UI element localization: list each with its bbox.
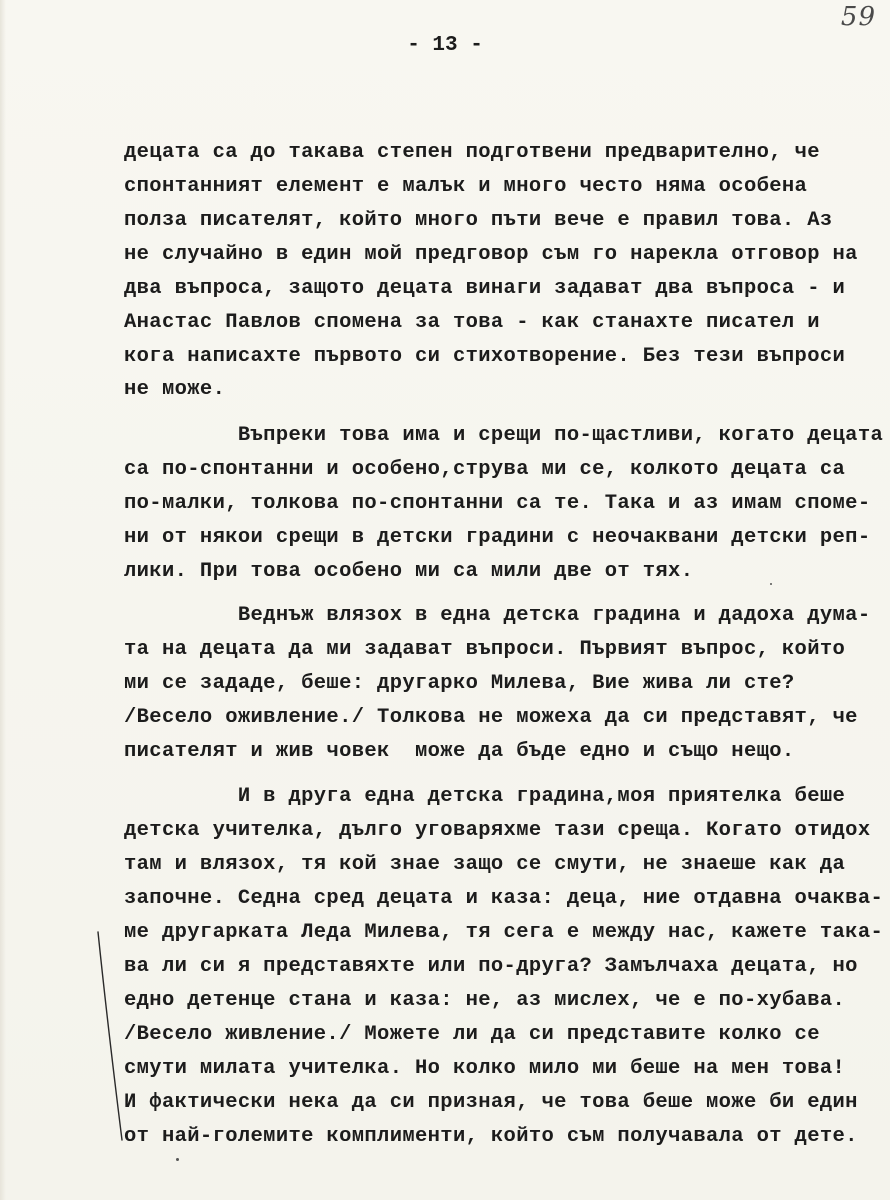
text-line: /Весело живление./ Можете ли да си представите колко се: [124, 1023, 820, 1046]
text-line: ва ли си я представяхте или по-друга? Замълчаха децата, но: [124, 955, 858, 978]
text-line: Въпреки това има и срещи по-щастливи, когато децата: [124, 424, 884, 447]
text-line: полза писателят, който много пъти вече е правил това. Аз: [124, 209, 833, 232]
text-line: ми се зададе, беше: другарко Милева, Вие жива ли сте?: [124, 672, 795, 695]
text-line: са по-спонтанни и особено,струва ми се, колкото децата са: [124, 458, 846, 481]
text-line: детска учителка, дълго уговаряхме тази среща. Когато отидох: [124, 819, 871, 842]
text-line: И фактически нека да си призная, че това беше може би един: [124, 1091, 858, 1114]
text-line: едно детенце стана и каза: не, аз мислех, че е по-хубава.: [124, 989, 846, 1012]
page-number: - 13 -: [407, 34, 483, 57]
text-line: от най-големите комплименти, който съм получавала от дете.: [124, 1125, 858, 1148]
handwritten-folio-number: 59: [840, 2, 876, 32]
text-line: писателят и жив човек може да бъде едно и също нещо.: [124, 740, 795, 763]
text-line: ме другарката Леда Милева, тя сега е между нас, кажете така-: [124, 921, 884, 944]
text-line: Веднъж влязох в една детска градина и дадоха дума-: [124, 604, 871, 627]
text-line: ни от някои срещи в детски градини с неочаквани детски реп-: [124, 526, 871, 549]
text-line: та на децата да ми задават въпроси. Първият въпрос, който: [124, 638, 846, 661]
text-line: спонтанният елемент е малък и много често няма особена: [124, 175, 808, 198]
text-line: там и влязох, тя кой знае защо се смути, не знаеше как да: [124, 853, 846, 876]
text-line: започне. Седна сред децата и каза: деца, ние отдавна очаква-: [124, 887, 884, 910]
text-line: И в друга една детска градина,моя приятелка беше: [124, 785, 846, 808]
text-line: /Весело оживление./ Толкова не можеха да си представят, че: [124, 706, 858, 729]
text-line: не може.: [124, 378, 226, 401]
text-line: по-малки, толкова по-спонтанни са те. Така и аз имам споме-: [124, 492, 871, 515]
text-line: лики. При това особено ми са мили две от тях.: [124, 560, 694, 583]
text-line: смути милата учителка. Но колко мило ми беше на мен това!: [124, 1057, 846, 1080]
page-edge-shadow: [0, 0, 6, 1200]
handwritten-margin-line: [96, 930, 136, 1150]
text-line: не случайно в един мой предговор съм го нарекла отговор на: [124, 243, 858, 266]
text-line: кога написахте първото си стихотворение. Без тези въпроси: [124, 345, 846, 368]
text-line: два въпроса, защото децата винаги задават два въпроса - и: [124, 277, 846, 300]
text-line: Анастас Павлов спомена за това - как станахте писател и: [124, 311, 820, 334]
ink-speck: [770, 583, 772, 585]
text-line: децата са до такава степен подготвени предварително, че: [124, 141, 820, 164]
ink-speck: [176, 1158, 179, 1161]
